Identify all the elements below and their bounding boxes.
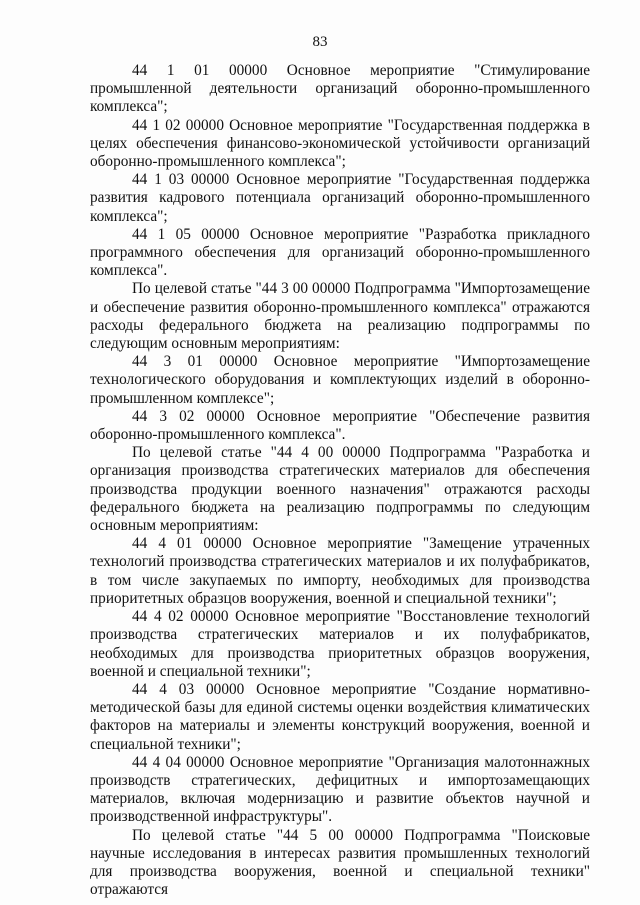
paragraph-44-4-02: 44 4 02 00000 Основное мероприятие "Восстановление технологий производства стратегических материалов и их полуфабрикатов, необходимых для производства приоритетных образцов вооружения, военной и специальной техники";: [90, 608, 590, 680]
page-number: 83: [312, 34, 328, 50]
paragraph-44-3-02: 44 3 02 00000 Основное мероприятие "Обеспечение развития оборонно-промышленного комплекса".: [90, 407, 590, 444]
paragraph-subprogram-44-5: По целевой статье "44 5 00 00000 Подпрограмма "Поисковые научные исследования в интересах развития промышленных технологий для производства вооружения, военной и специальной техники" отражаются: [90, 826, 590, 899]
paragraph-44-4-04: 44 4 04 00000 Основное мероприятие "Организация малотоннажных производств стратегических, дефицитных и импортозамещающих материалов, включая модернизацию и развитие объектов научной и производственной инфраструктуры".: [90, 753, 590, 826]
paragraph-subprogram-44-3: По целевой статье "44 3 00 00000 Подпрограмма "Импортозамещение и обеспечение развития оборонно-промышленного комплекса" отражаются расходы федерального бюджета на реализацию подпрограммы по следующим основным мероприятиям:: [90, 280, 590, 353]
paragraph-44-1-05: 44 1 05 00000 Основное мероприятие "Разработка прикладного программного обеспечения для организаций оборонно-промышленного комплекса".: [90, 225, 590, 280]
paragraph-44-1-02: 44 1 02 00000 Основное мероприятие "Государственная поддержка в целях обеспечения финансово-экономической устойчивости организаций оборонно-промышленного комплекса";: [90, 116, 590, 171]
paragraph-44-3-01: 44 3 01 00000 Основное мероприятие "Импортозамещение технологического оборудования и комплектующих изделий в оборонно-промышленном комплексе";: [90, 353, 590, 407]
paragraph-subprogram-44-4: По целевой статье "44 4 00 00000 Подпрограмма "Разработка и организация производства стратегических материалов для обеспечения производства продукции военного назначения" отражаются расходы федерального бюджета на реализацию подпрограммы по следующим основным мероприятиям:: [90, 444, 590, 535]
paragraph-44-1-01: 44 1 01 00000 Основное мероприятие "Стимулирование промышленной деятельности организаций оборонно-промышленного комплекса";: [90, 62, 590, 116]
body-text: [90, 62, 590, 899]
paragraph-44-4-01: 44 4 01 00000 Основное мероприятие "Замещение утраченных технологий производства стратегических материалов и их полуфабрикатов, в том числе закупаемых по импорту, необходимых для производства приоритетных образцов вооружения, военной и специальной техники";: [90, 535, 590, 607]
paragraph-44-4-03: 44 4 03 00000 Основное мероприятие "Создание нормативно-методической базы для единой системы оценки воздействия климатических факторов на материалы и элементы конструкций вооружения, военной и специальной техники";: [90, 680, 590, 753]
paragraph-44-1-03: 44 1 03 00000 Основное мероприятие "Государственная поддержка развития кадрового потенциала организаций оборонно-промышленного комплекса";: [90, 171, 590, 225]
